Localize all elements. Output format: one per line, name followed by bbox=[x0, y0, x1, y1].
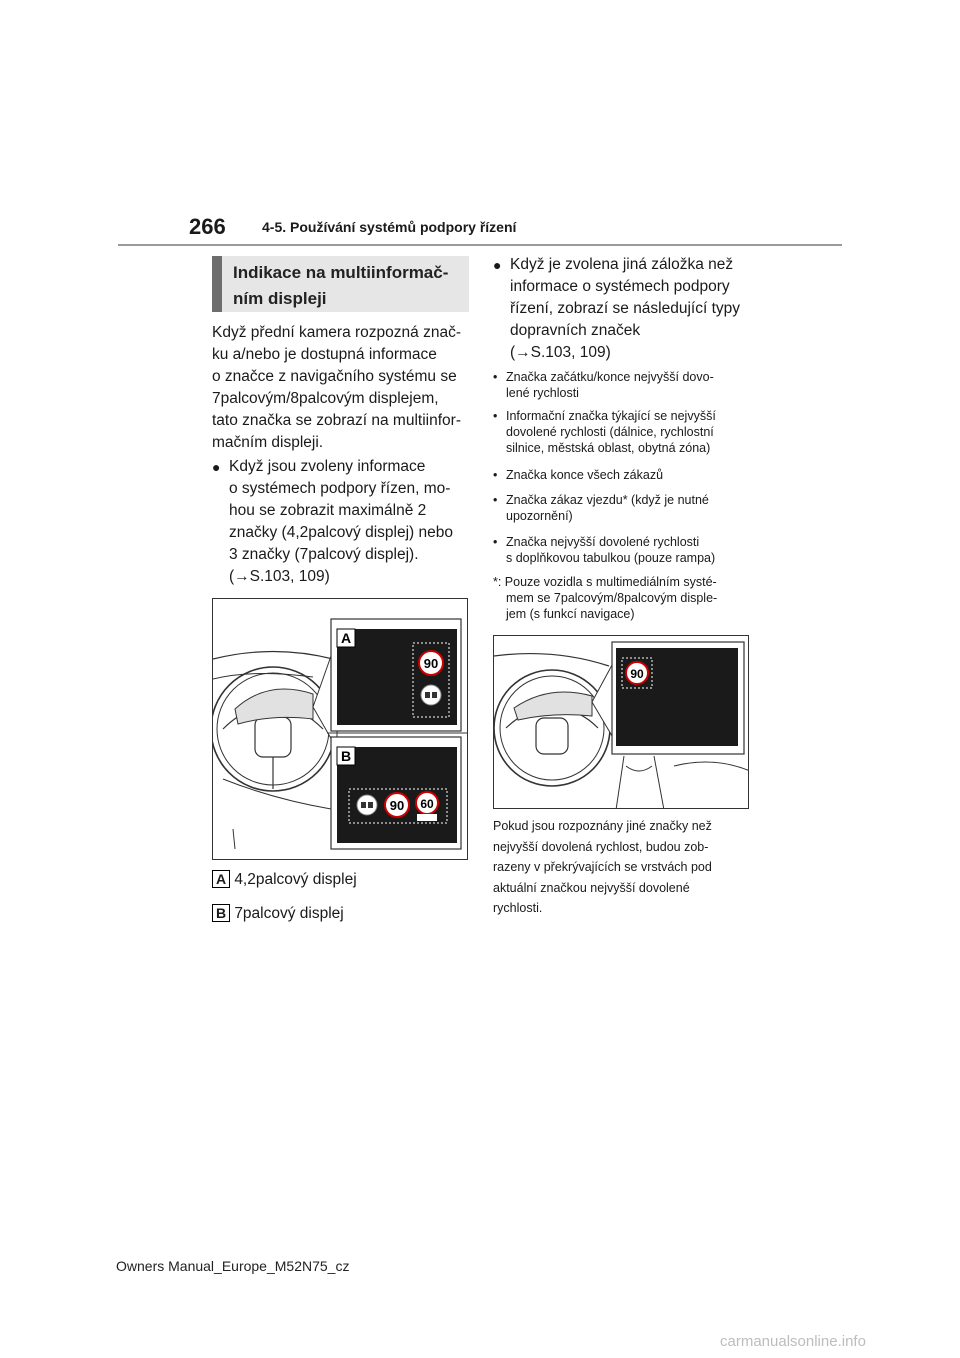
text-line: s doplňkovou tabulkou (pouze rampa) bbox=[506, 551, 716, 565]
text-line: *: Pouze vozidla s multimediálním systé- bbox=[493, 575, 717, 589]
list-item bbox=[493, 369, 758, 403]
list-symbol: • bbox=[493, 493, 498, 507]
footnote bbox=[493, 574, 758, 622]
after-figure-paragraph bbox=[493, 816, 758, 919]
text-line: mem se 7palcovým/8palcovým disple- bbox=[506, 591, 718, 605]
list-item bbox=[493, 467, 758, 485]
watermark: carmanualsonline.info bbox=[720, 1333, 866, 1350]
text-line: značky (4,2palcový displej) nebo bbox=[229, 524, 454, 541]
dashboard-illustration bbox=[213, 599, 468, 860]
footer-text: Owners Manual_Europe_M52N75_cz bbox=[116, 1258, 350, 1274]
text-line: aktuální značkou nejvyšší dovolené bbox=[493, 880, 690, 895]
sign-60-text: 60 bbox=[420, 797, 434, 811]
text-line: Značka zákaz vjezdu* (když je nutné bbox=[506, 493, 709, 507]
text-line: Když je zvolena jiná záložka než bbox=[510, 256, 734, 273]
figure-label-b: B bbox=[340, 748, 352, 764]
text-line: mačním displeji. bbox=[212, 434, 324, 451]
text-line: Značka nejvyšší dovolené rychlosti bbox=[506, 535, 700, 549]
text-line: upozornění) bbox=[506, 509, 573, 523]
text-line: ku a/nebo je dostupná informace bbox=[212, 346, 437, 363]
figure-display-types bbox=[212, 598, 468, 860]
heading-line: Indikace na multiinformač- bbox=[233, 263, 449, 282]
dashboard-illustration bbox=[494, 636, 749, 809]
text-line: Značka konce všech zákazů bbox=[506, 468, 664, 482]
list-symbol: • bbox=[493, 468, 498, 482]
text-line: o značce z navigačního systému se bbox=[212, 368, 457, 385]
list-item bbox=[493, 534, 758, 568]
sign-90-text: 90 bbox=[630, 667, 644, 681]
sign-90-text: 90 bbox=[423, 656, 439, 671]
list-symbol: • bbox=[493, 370, 498, 384]
caption-a bbox=[212, 870, 357, 890]
text-line: Informační značka týkající se nejvyšší bbox=[506, 409, 716, 423]
bullet-item bbox=[493, 254, 763, 366]
text-line: o systémech podpory řízen, mo- bbox=[229, 480, 451, 497]
bullet-symbol: ● bbox=[493, 257, 502, 273]
text-line: 3 značky (7palcový displej). bbox=[229, 546, 419, 563]
text-line: tato značka se zobrazí na multiinfor- bbox=[212, 412, 461, 429]
text-line: Když jsou zvoleny informace bbox=[229, 458, 426, 475]
text-line: hou se zobrazit maximálně 2 bbox=[229, 502, 427, 519]
text-line: 7palcovým/8palcovým displejem, bbox=[212, 390, 439, 407]
caption-label-b: B bbox=[212, 904, 230, 922]
text-line: silnice, městská oblast, obytná zóna) bbox=[506, 441, 711, 455]
text-line: řízení, zobrazí se následující typy bbox=[510, 300, 741, 317]
caption-label-a: A bbox=[212, 870, 230, 888]
list-symbol: • bbox=[493, 535, 498, 549]
text-line: razeny v překrývajících se vrstvách pod bbox=[493, 860, 712, 874]
text-line: Pokud jsou rozpoznány jiné značky než bbox=[493, 819, 712, 833]
section-title: 4-5. Používání systémů podpory řízení bbox=[262, 219, 517, 235]
caption-text: 7palcový displej bbox=[234, 905, 344, 922]
text-line: (→S.103, 109) bbox=[510, 344, 611, 361]
bullet-symbol: ● bbox=[212, 459, 221, 475]
caption-b bbox=[212, 904, 344, 924]
text-line: jem (s funkcí navigace) bbox=[506, 607, 635, 621]
intro-paragraph bbox=[212, 322, 474, 454]
list-item bbox=[493, 492, 758, 526]
text-line: Když přední kamera rozpozná znač- bbox=[212, 324, 461, 341]
text-line: (→S.103, 109) bbox=[229, 568, 330, 585]
figure-label-a: A bbox=[340, 630, 352, 646]
list-item bbox=[493, 408, 758, 458]
heading-line: ním displeji bbox=[233, 289, 327, 308]
text-line: lené rychlosti bbox=[506, 386, 579, 400]
text-line: dopravních značek bbox=[510, 322, 641, 339]
caption-text: 4,2palcový displej bbox=[234, 871, 357, 888]
section-heading bbox=[212, 256, 469, 312]
text-line: Značka začátku/konce nejvyšší dovo- bbox=[506, 370, 714, 384]
text-line: dovolené rychlosti (dálnice, rychlostní bbox=[506, 425, 714, 439]
text-line: informace o systémech podpory bbox=[510, 278, 730, 295]
page-number: 266 bbox=[189, 214, 226, 239]
text-line: rychlosti. bbox=[493, 901, 543, 915]
text-line: nejvyšší dovolená rychlost, budou zob- bbox=[493, 839, 709, 854]
figure-multimedia-display bbox=[493, 635, 749, 809]
sign-90-text: 90 bbox=[389, 798, 405, 813]
list-symbol: • bbox=[493, 409, 498, 423]
header-divider bbox=[118, 244, 842, 246]
bullet-item bbox=[212, 456, 474, 596]
